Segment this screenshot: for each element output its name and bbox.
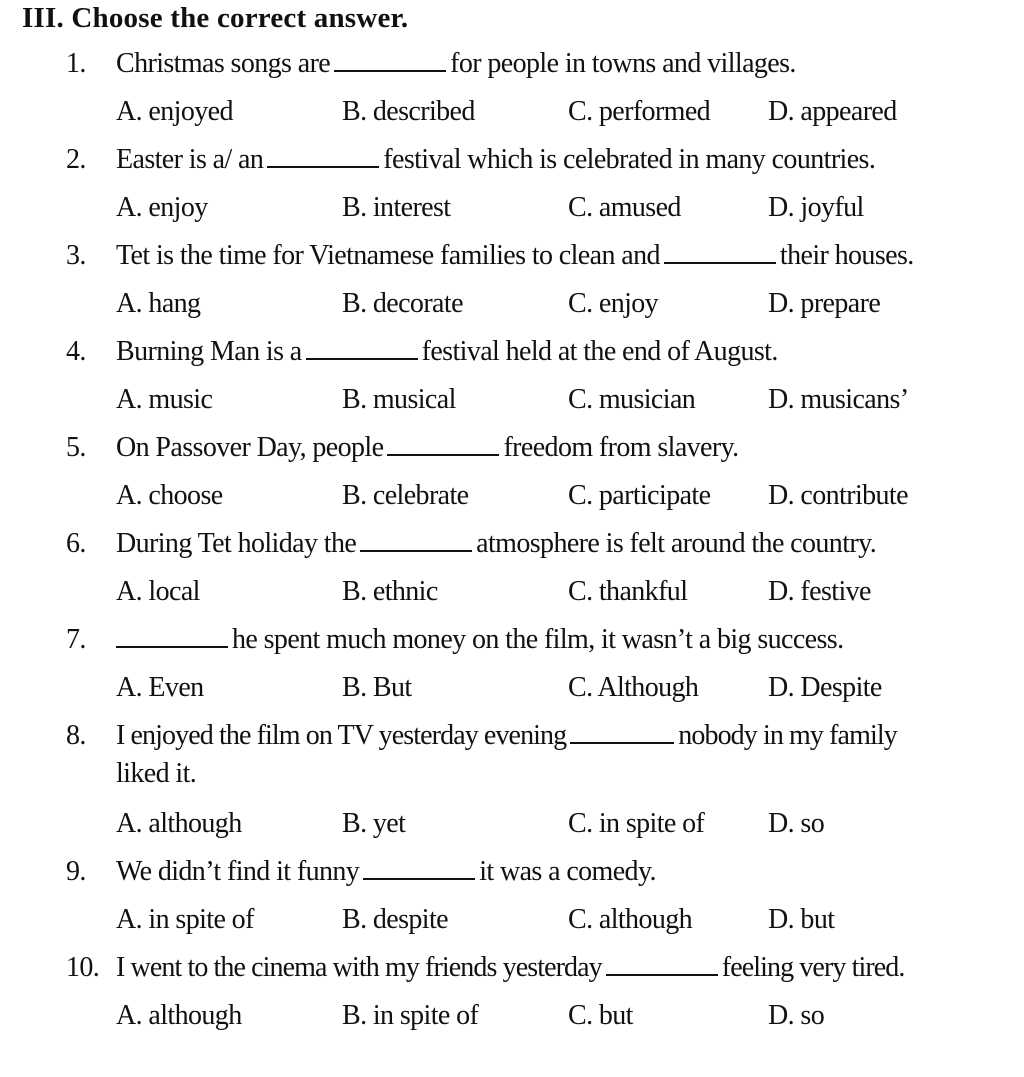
question-number: 8. [66, 720, 86, 751]
option-c: C. musician [568, 384, 696, 415]
answer-blank [334, 48, 446, 72]
option-a: A. local [116, 576, 200, 607]
option-d: D. contribute [768, 480, 908, 511]
question-text: Christmas songs are for people in towns and villages. [116, 48, 796, 79]
answer-blank [606, 952, 718, 976]
option-d: D. appeared [768, 96, 897, 127]
question-text: During Tet holiday the atmosphere is felt around the country. [116, 528, 877, 559]
question-number: 5. [66, 432, 86, 463]
option-c: C. thankful [568, 576, 688, 607]
option-c: C. performed [568, 96, 711, 127]
answer-blank [387, 432, 499, 456]
question-text: Tet is the time for Vietnamese families to clean and their houses. [116, 240, 914, 271]
option-b: B. decorate [342, 288, 463, 319]
question-number: 7. [66, 624, 86, 655]
option-d: D. musicans’ [768, 384, 909, 415]
question-text: Burning Man is a festival held at the end of August. [116, 336, 778, 367]
question-number: 1. [66, 48, 86, 79]
option-c: C. Although [568, 672, 699, 703]
option-d: D. so [768, 1000, 825, 1031]
question-text: I enjoyed the film on TV yesterday evening nobody in my family [116, 720, 897, 751]
option-a: A. enjoyed [116, 96, 233, 127]
section-heading: III. Choose the correct answer. [22, 2, 409, 34]
option-a: A. music [116, 384, 213, 415]
question-number: 3. [66, 240, 86, 271]
question-text: Easter is a/ an festival which is celebrated in many countries. [116, 144, 876, 175]
answer-blank [306, 336, 418, 360]
option-b: B. musical [342, 384, 456, 415]
answer-blank [116, 624, 228, 648]
answer-blank [570, 720, 674, 744]
option-c: C. but [568, 1000, 633, 1031]
option-a: A. enjoy [116, 192, 208, 223]
option-b: B. But [342, 672, 412, 703]
question-text: On Passover Day, people freedom from slavery. [116, 432, 739, 463]
option-b: B. described [342, 96, 475, 127]
option-a: A. choose [116, 480, 223, 511]
option-b: B. ethnic [342, 576, 438, 607]
question-number: 6. [66, 528, 86, 559]
option-a: A. Even [116, 672, 204, 703]
option-d: D. Despite [768, 672, 882, 703]
option-a: A. although [116, 808, 242, 839]
option-c: C. amused [568, 192, 681, 223]
option-a: A. in spite of [116, 904, 254, 935]
option-c: C. participate [568, 480, 711, 511]
option-d: D. but [768, 904, 835, 935]
answer-blank [360, 528, 472, 552]
answer-blank [363, 856, 475, 880]
option-d: D. prepare [768, 288, 881, 319]
question-text: I went to the cinema with my friends yesterday feeling very tired. [116, 952, 905, 983]
option-b: B. celebrate [342, 480, 469, 511]
option-a: A. although [116, 1000, 242, 1031]
option-b: B. despite [342, 904, 448, 935]
question-number: 10. [66, 952, 100, 983]
question-number: 9. [66, 856, 86, 887]
option-d: D. so [768, 808, 825, 839]
option-d: D. festive [768, 576, 871, 607]
question-number: 2. [66, 144, 86, 175]
option-c: C. in spite of [568, 808, 705, 839]
option-c: C. although [568, 904, 693, 935]
question-text-continuation: liked it. [116, 758, 197, 789]
question-number: 4. [66, 336, 86, 367]
question-text: We didn’t find it funny it was a comedy. [116, 856, 656, 887]
option-c: C. enjoy [568, 288, 659, 319]
question-text: he spent much money on the film, it wasn’t a big success. [116, 624, 844, 656]
option-a: A. hang [116, 288, 201, 319]
answer-blank [664, 240, 776, 264]
option-b: B. yet [342, 808, 406, 839]
option-d: D. joyful [768, 192, 864, 223]
answer-blank [267, 144, 379, 168]
option-b: B. in spite of [342, 1000, 479, 1031]
option-b: B. interest [342, 192, 451, 223]
